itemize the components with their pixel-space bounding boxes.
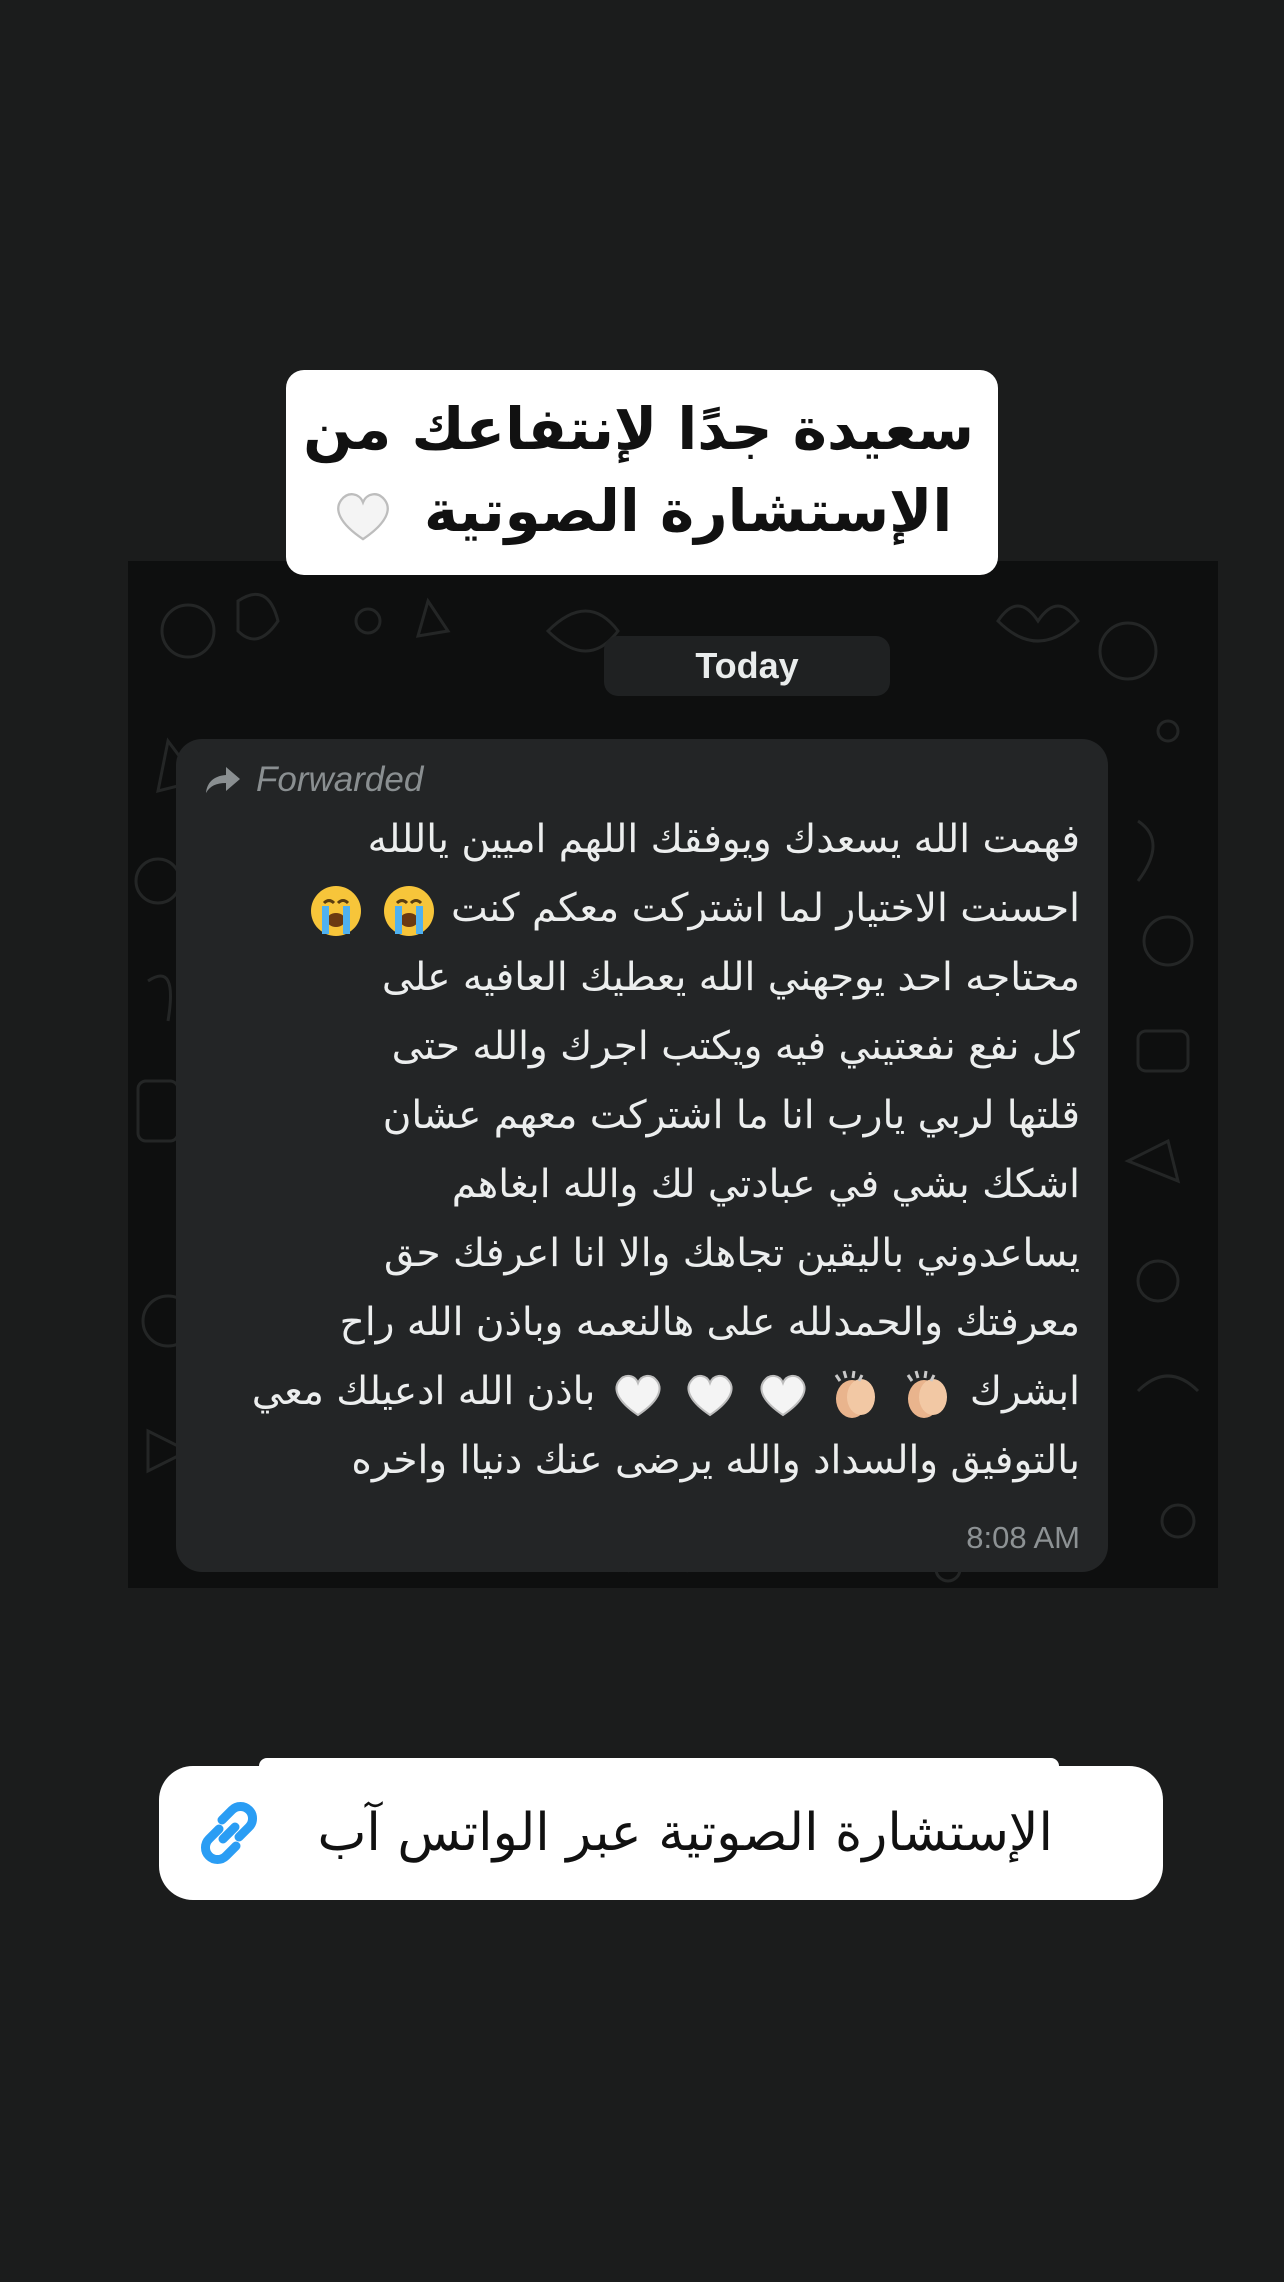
message-text [180,805,1080,1495]
message-line-text: ابشرك [969,1369,1080,1414]
message-line: اشكك بشي في عبادتي لك والله ابغاهم [451,1162,1080,1207]
forward-arrow-icon [204,765,242,795]
message-line [180,1357,1080,1426]
white-heart-icon [332,484,394,546]
crying-face-icon [309,884,363,938]
message-line: فهمت الله يسعدك ويوفقك اللهم اميين ياللله [367,817,1080,862]
caption-sticker [286,370,998,575]
message-line: كل نفع نفعتيني فيه ويكتب اجرك والله حتى [391,1024,1080,1069]
message-line-text: باذن الله ادعيلك معي [251,1369,596,1414]
link-icon[interactable] [189,1793,269,1873]
message-timestamp: 8:08 AM [966,1520,1080,1555]
message-line: محتاجه احد يوجهني الله يعطيك العافيه على [381,955,1080,1000]
caption-line-2 [310,470,974,552]
message-bubble[interactable] [176,739,1108,1572]
chat-panel [128,561,1218,1588]
message-line: يساعدوني باليقين تجاهك والا انا اعرفك حق [383,1231,1080,1276]
message-line [180,874,1080,943]
caption-line-2-text: الإستشارة الصوتية [424,477,953,545]
message-line: بالتوفيق والسداد والله يرضى عنك دنياا واخره [351,1438,1080,1483]
date-chip: Today [604,636,890,696]
message-line: معرفتك والحمدلله على هالنعمه وباذن الله راح [339,1300,1080,1345]
message-line: قلتها لربي يارب انا ما اشتركت معهم عشان [382,1093,1080,1138]
caption-line-1: سعيدة جدًا لإنتفاعك من [303,395,974,463]
crying-face-icon [382,884,436,938]
white-heart-icon [683,1367,737,1421]
forwarded-text: Forwarded [256,760,424,799]
forwarded-label [204,755,423,805]
link-sticker[interactable] [159,1766,1163,1900]
link-text[interactable]: الإستشارة الصوتية عبر الواتس آب [317,1803,1053,1863]
white-heart-icon [756,1367,810,1421]
message-line-text: احسنت الاختيار لما اشتركت معكم كنت [450,886,1080,931]
white-heart-icon [611,1367,665,1421]
clapping-hands-icon [900,1367,954,1421]
clapping-hands-icon [828,1367,882,1421]
